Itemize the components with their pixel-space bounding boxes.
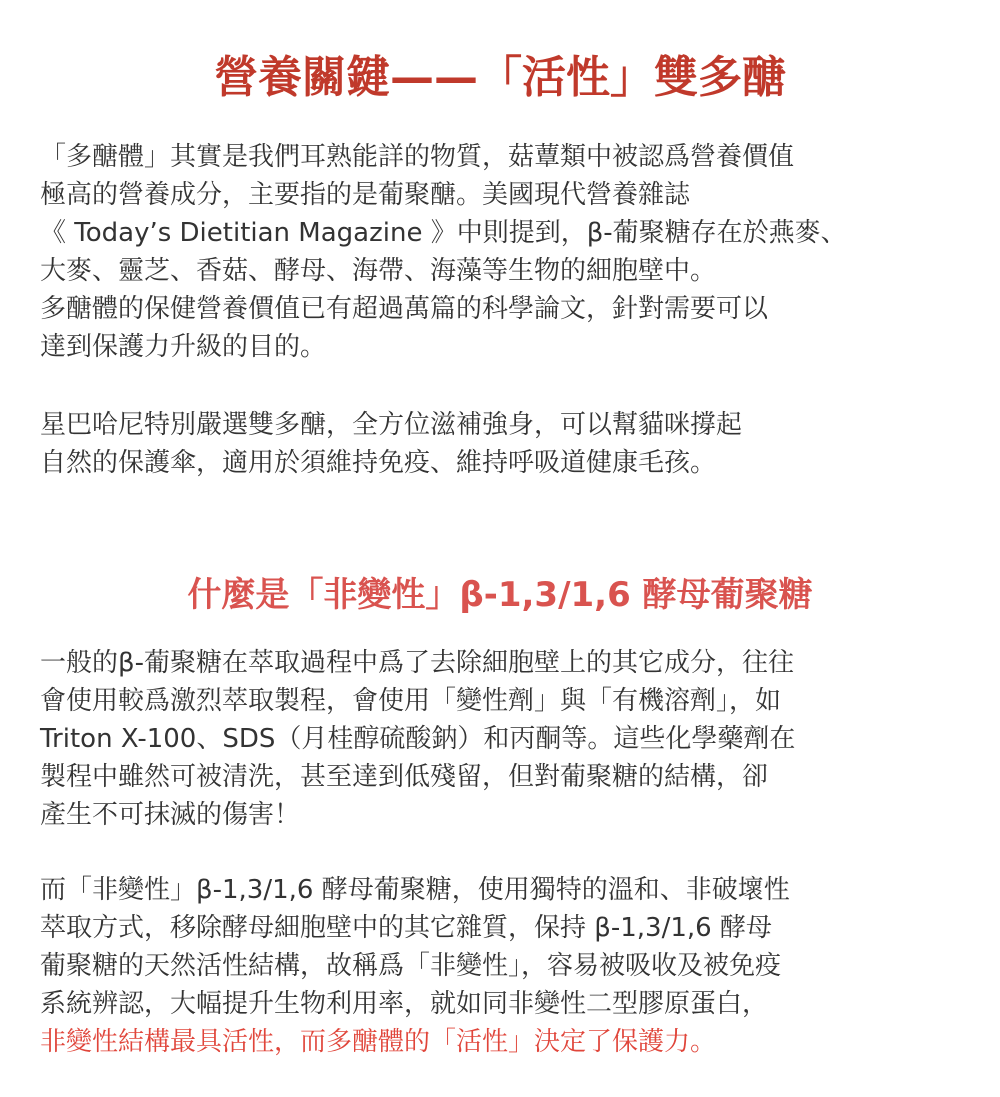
extraction-paragraph [40, 644, 980, 834]
product-paragraph [40, 406, 980, 482]
paragraph-line: 多醣體的保健營養價值已有超過萬篇的科學論文，針對需要可以 [40, 294, 769, 324]
paragraph-line: Triton X-100、SDS（月桂醇硫酸鈉）和丙酮等。這些化學藥劑在 [40, 724, 796, 754]
intro-paragraph [40, 138, 980, 366]
paragraph-line: 系統辨認，大幅提升生物利用率，就如同非變性二型膠原蛋白， [40, 989, 769, 1019]
paragraph-line: 一般的β-葡聚糖在萃取過程中爲了去除細胞壁上的其它成分，往往 [40, 648, 794, 678]
paragraph-line: 產生不可抹滅的傷害！ [40, 800, 301, 830]
paragraph-line: 「多醣體」其實是我們耳熟能詳的物質，菇蕈類中被認爲營養價值 [40, 142, 795, 172]
paragraph-line: 達到保護力升級的目的。 [40, 332, 327, 362]
non-denatured-paragraph [40, 871, 980, 1061]
paragraph-line: 製程中雖然可被清洗，甚至達到低殘留，但對葡聚糖的結構，卻 [40, 762, 769, 792]
highlight-line: 非變性結構最具活性，而多醣體的「活性」決定了保護力。 [40, 1027, 717, 1057]
paragraph-line: 極高的營養成分，主要指的是葡聚醣。美國現代營養雜誌 [40, 180, 691, 210]
paragraph-line: 葡聚糖的天然活性結構，故稱爲「非變性」，容易被吸收及被免疫 [40, 951, 782, 981]
paragraph-line: 大麥、靈芝、香菇、酵母、海帶、海藻等生物的細胞壁中。 [40, 256, 717, 286]
paragraph-line: 而「非變性」β-1,3/1,6 酵母葡聚糖，使用獨特的溫和、非破壞性 [40, 875, 790, 905]
paragraph-line: 自然的保護傘，適用於須維持免疫、維持呼吸道健康毛孩。 [40, 448, 717, 478]
section-title-active-polysaccharide: 營養關鍵——「活性」雙多醣 [214, 52, 786, 103]
paragraph-line: 會使用較爲激烈萃取製程，會使用「變性劑」與「有機溶劑」，如 [40, 686, 782, 716]
paragraph-line: 萃取方式，移除酵母細胞壁中的其它雜質，保持 β-1,3/1,6 酵母 [40, 913, 772, 943]
paragraph-line: 星巴哈尼特別嚴選雙多醣，全方位滋補強身，可以幫貓咪撐起 [40, 410, 743, 440]
paragraph-line: 《 Today’s Dietitian Magazine 》中則提到，β-葡聚糖存在於燕麥、 [40, 218, 847, 248]
section-title-non-denatured-glucan: 什麼是「非變性」β-1,3/1,6 酵母葡聚糖 [187, 575, 813, 615]
